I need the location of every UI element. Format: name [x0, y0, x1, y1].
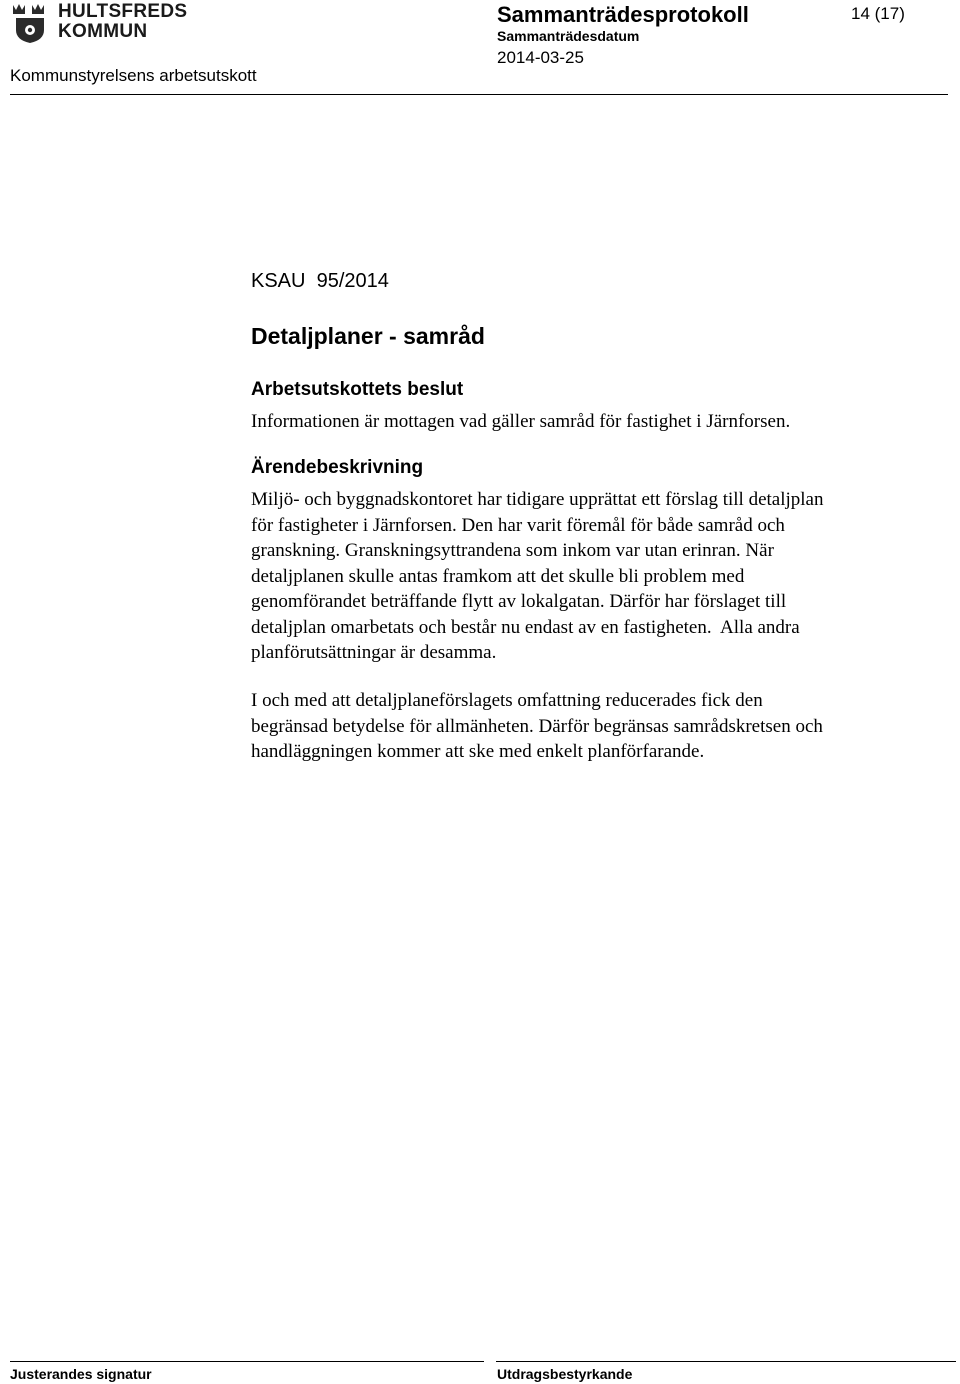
description-paragraph-1	[251, 487, 911, 666]
extract-certification-label: Utdragsbestyrkande	[497, 1366, 633, 1382]
signature-line	[10, 1361, 484, 1362]
paragraph-line: genomförandet beträffande flytt av lokalgatan. Därför har förslaget till	[251, 591, 787, 612]
paragraph-line: för fastigheter i Järnforsen. Den har varit föremål för både samråd och	[251, 514, 785, 536]
document-title: Sammanträdesprotokoll	[497, 2, 749, 27]
municipality-name	[58, 2, 187, 42]
paragraph-line: detaljplan omarbetats och består nu endast av en fastigheten. Alla andra	[251, 616, 800, 638]
certification-line	[496, 1361, 956, 1362]
paragraph-line: handläggningen kommer att ske med enkelt planförfarande.	[251, 741, 705, 762]
municipality-name-line2: KOMMUN	[58, 21, 148, 42]
municipal-crest-icon	[10, 2, 50, 44]
case-title: Detaljplaner - samråd	[251, 323, 485, 349]
page-number: 14 (17)	[851, 4, 905, 23]
municipality-logo	[10, 2, 190, 44]
adjuster-signature-label: Justerandes signatur	[10, 1366, 152, 1382]
paragraph-line: planförutsättningar är desamma.	[251, 642, 497, 663]
case-number: KSAU 95/2014	[251, 270, 389, 292]
decision-heading: Arbetsutskottets beslut	[251, 379, 464, 400]
meeting-date-label: Sammanträdesdatum	[497, 28, 640, 44]
committee-name: Kommunstyrelsens arbetsutskott	[10, 66, 257, 85]
header-divider	[10, 94, 948, 95]
municipality-name-line1: HULTSFREDS	[58, 1, 188, 22]
paragraph-line: detaljplanen skulle antas framkom att det skulle bli problem med	[251, 565, 745, 587]
meeting-date-value: 2014-03-25	[497, 48, 584, 67]
description-paragraph-2	[251, 688, 911, 765]
decision-text: Informationen är mottagen vad gäller samråd för fastighet i Järnforsen.	[251, 411, 791, 432]
paragraph-line: granskning. Granskningsyttrandena som inkom var utan erinran. När	[251, 540, 774, 561]
paragraph-line: begränsad betydelse för allmänheten. Därför begränsas samrådskretsen och	[251, 715, 823, 737]
paragraph-line: Miljö- och byggnadskontoret har tidigare upprättat ett förslag till detaljplan	[251, 489, 824, 510]
paragraph-line: I och med att detaljplaneförslagets omfattning reducerades fick den	[251, 690, 763, 711]
description-heading: Ärendebeskrivning	[251, 457, 424, 478]
